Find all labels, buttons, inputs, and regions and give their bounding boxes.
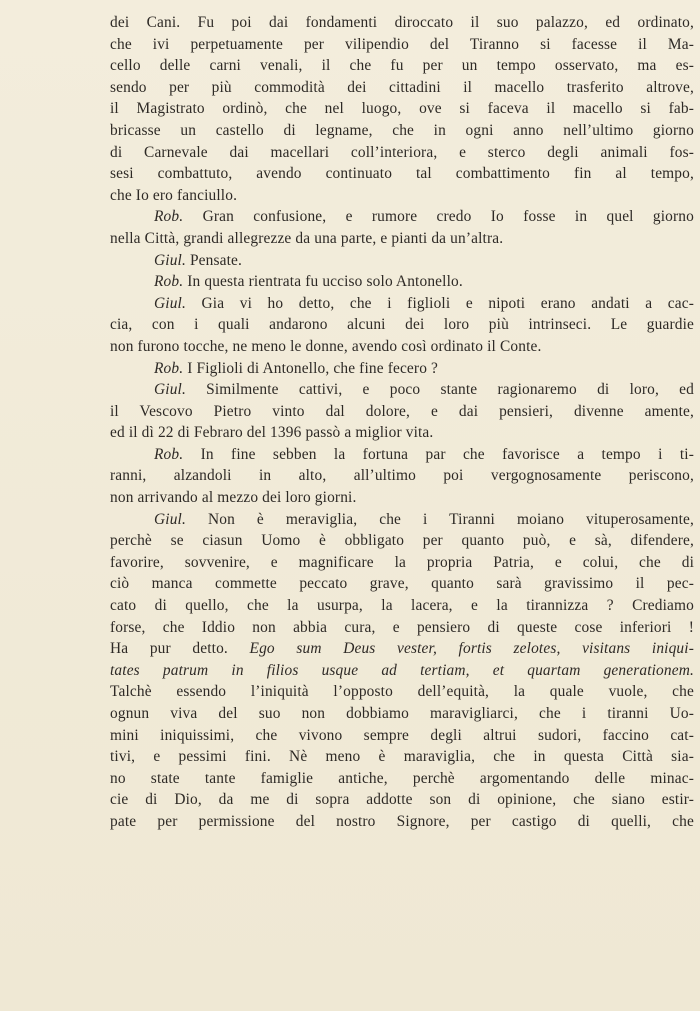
line-text: cato di quello, che la usurpa, la lacera, e la tirannizza ? Crediamo bbox=[110, 597, 694, 615]
line-text: che Io ero fanciullo. bbox=[110, 186, 238, 204]
line-text: bricasse un castello di legname, che in ogni anno nell’ultimo giorno bbox=[110, 121, 694, 139]
speaker-label: Rob. bbox=[154, 359, 184, 377]
line-text: di Carnevale dai macellari coll’interiora, e sterco degli animali fos- bbox=[110, 143, 694, 161]
line-text: non furono tocche, ne meno le donne, avendo così ordinato il Conte. bbox=[110, 337, 542, 355]
line-text: perchè se ciasun Uomo è obbligato per quanto può, e sà, difendere, bbox=[110, 532, 694, 550]
text-line bbox=[110, 465, 694, 487]
text-line bbox=[110, 660, 694, 682]
line-text: Ha pur detto. bbox=[110, 640, 250, 658]
text-line bbox=[110, 401, 694, 423]
speaker-label: Rob. bbox=[154, 273, 184, 291]
line-text: sendo per più commodità dei cittadini il macello trasferito altrove, bbox=[110, 78, 694, 96]
speaker-label: Giul. bbox=[154, 294, 186, 312]
line-text: In fine sebben la fortuna par che favorisce a tempo i ti- bbox=[183, 445, 694, 463]
text-line bbox=[110, 617, 694, 639]
line-text: Gran confusione, e rumore credo Io fosse in quel giorno bbox=[183, 208, 694, 226]
text-line bbox=[110, 163, 694, 185]
text-line bbox=[110, 509, 694, 531]
line-text: il Magistrato ordinò, che nel luogo, ove si faceva il macello si fab- bbox=[110, 100, 694, 118]
text-line bbox=[110, 487, 694, 509]
text-line bbox=[110, 206, 694, 228]
line-text: cia, con i quali andarono alcuni dei loro più intrinseci. Le guardie bbox=[110, 316, 694, 334]
text-line bbox=[110, 789, 694, 811]
line-text: sesi combattuto, avendo continuato tal combattimento fin al tempo, bbox=[110, 165, 694, 183]
text-line bbox=[110, 746, 694, 768]
text-line bbox=[110, 271, 694, 293]
speaker-label: Rob. bbox=[154, 208, 184, 226]
line-text: Gia vi ho detto, che i figlioli e nipoti erano andati a cac- bbox=[185, 294, 694, 312]
text-line bbox=[110, 725, 694, 747]
line-text: forse, che Iddio non abbia cura, e pensiero di queste cose inferiori ! bbox=[110, 618, 694, 636]
line-text: no state tante famiglie antiche, perchè argomentando delle minac- bbox=[110, 769, 694, 787]
line-text: tivi, e pessimi fini. Nè meno è maraviglia, che in questa Città sia- bbox=[110, 748, 694, 766]
line-text: ognun viva del suo non dobbiamo maravigliarci, che i tiranni Uo- bbox=[110, 705, 694, 722]
line-text: nella Città, grandi allegrezze da una parte, e pianti da un’altra. bbox=[110, 229, 504, 247]
text-line bbox=[110, 12, 694, 34]
text-line bbox=[110, 768, 694, 790]
line-text: Similmente cattivi, e poco stante ragionaremo di loro, ed bbox=[185, 381, 694, 399]
text-line bbox=[110, 358, 694, 380]
text-line bbox=[110, 98, 694, 120]
text-line bbox=[110, 811, 694, 833]
line-text: I Figlioli di Antonello, che fine fecero ? bbox=[183, 359, 439, 377]
page-body-text bbox=[110, 12, 694, 833]
line-text: dei Cani. Fu poi dai fondamenti diroccato il suo palazzo, ed ordinato, bbox=[110, 14, 694, 31]
line-text: non arrivando al mezzo dei loro giorni. bbox=[110, 489, 357, 507]
text-line bbox=[110, 77, 694, 99]
line-text: ranni, alzandoli in alto, all’ultimo poi vergognosamente periscono, bbox=[110, 467, 694, 485]
text-line bbox=[110, 379, 694, 401]
line-text: cie di Dio, da me di sopra addotte son di opinione, che siano estir- bbox=[110, 791, 694, 809]
line-text: che ivi perpetuamente per vilipendio del Tiranno si facesse il Ma- bbox=[110, 35, 694, 53]
line-text: cello delle carni venali, il che fu per un tempo osservato, ma es- bbox=[110, 57, 694, 75]
line-text: il Vescovo Pietro vinto dal dolore, e dai pensieri, divenne amente, bbox=[110, 402, 694, 420]
line-text: ed il dì 22 di Febraro del 1396 passò a miglior vita. bbox=[110, 424, 434, 442]
text-line bbox=[110, 120, 694, 142]
line-text: Pensate. bbox=[185, 251, 243, 269]
line-text: favorire, sovvenire, e magnificare la propria Patria, e colui, che di bbox=[110, 553, 694, 571]
latin-quotation: Ego sum Deus vester, fortis zelotes, visitans iniqui- bbox=[249, 640, 694, 658]
text-line bbox=[110, 142, 694, 164]
text-line bbox=[110, 55, 694, 77]
speaker-label: Rob. bbox=[154, 445, 184, 463]
text-line bbox=[110, 185, 694, 207]
text-line bbox=[110, 703, 694, 725]
speaker-label: Giul. bbox=[154, 510, 186, 528]
speaker-label: Giul. bbox=[154, 381, 186, 399]
line-text: In questa rientrata fu ucciso solo Antonello. bbox=[183, 273, 463, 291]
speaker-label: Giul. bbox=[154, 251, 186, 269]
line-text: Non è meraviglia, che i Tiranni moiano vituperosamente, bbox=[185, 510, 694, 528]
line-text: ciò manca commette peccato grave, quanto sarà gravissimo il pec- bbox=[110, 575, 694, 593]
text-line bbox=[110, 228, 694, 250]
text-line bbox=[110, 444, 694, 466]
text-line bbox=[110, 314, 694, 336]
latin-quotation: tates patrum in filios usque ad tertiam, et quartam generationem. bbox=[110, 661, 694, 679]
text-line bbox=[110, 293, 694, 315]
text-line bbox=[110, 530, 694, 552]
text-line bbox=[110, 422, 694, 444]
text-line bbox=[110, 573, 694, 595]
text-line bbox=[110, 552, 694, 574]
text-line bbox=[110, 34, 694, 56]
line-text: Talchè essendo l’iniquità l’opposto dell’equità, la quale vuole, che bbox=[110, 683, 694, 701]
line-text: pate per permissione del nostro Signore, per castigo di quelli, che bbox=[110, 812, 694, 830]
line-text: mini iniquissimi, che vivono sempre degli altrui sudori, faccino cat- bbox=[110, 726, 694, 744]
text-line bbox=[110, 595, 694, 617]
text-line bbox=[110, 681, 694, 703]
text-line bbox=[110, 638, 694, 660]
text-line bbox=[110, 336, 694, 358]
text-line bbox=[110, 250, 694, 272]
